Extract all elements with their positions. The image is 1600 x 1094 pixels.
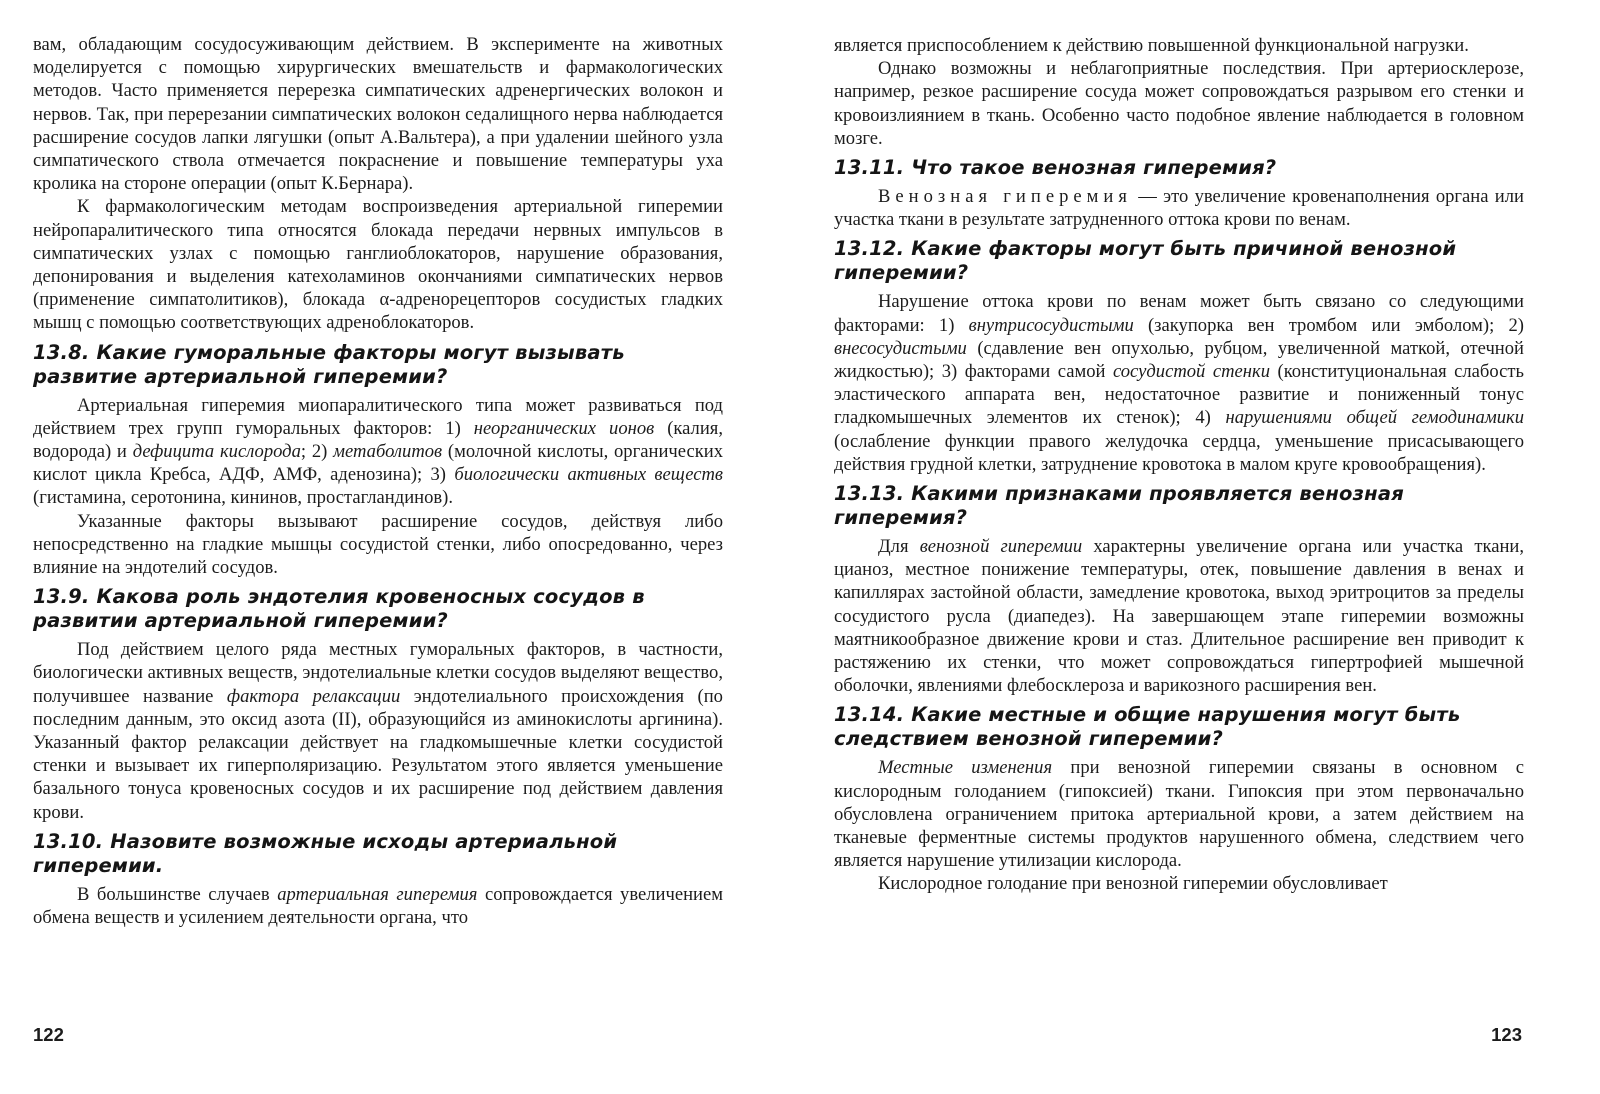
paragraph (834, 34, 1524, 57)
section-heading: 13.8. Какие гуморальные факторы могут вызывать развитие артериальной гиперемии? (33, 340, 625, 388)
italic-term: артериальная гиперемия (277, 883, 478, 905)
paragraph (33, 33, 723, 195)
text-run: вам, обладающим сосудосуживающим действием. В эксперименте на животных моделируется с помощью хирургических вмешательств и фармакологических методов. Часто применяется перерезка симпатических адренергических волокон и нервов. Так, при перерезании симпатических волокон седалищного нерва наблюдается расширение сосудов лапки лягушки (опыт А.Вальтера), а при удалении шейного узла симпатического ствола отмечается покраснение и повышение температуры уха кролика на стороне операции (опыт К.Бернара). (33, 34, 723, 195)
left-page-number: 122 (33, 1024, 64, 1045)
text-run: (конституциональная слабость эластического аппарата вен, недостаточное развитие и пониженный тонус гладкомышечных элементов их стенок); 4) (834, 361, 1524, 429)
italic-term: неорганических ионов (473, 417, 655, 439)
text-run: (сдавление вен опухолью, рубцом, увеличенной маткой, отечной жидкостью); 3) факторами самой (834, 337, 1524, 383)
paragraph (834, 185, 1524, 231)
text-run: (гистамина, серотонина, кининов, простагландинов). (33, 487, 454, 509)
text-run: при венозной гиперемии связаны в основном с кислородным голоданием (гипоксией) ткани. Гипоксия при этом первоначально обусловлена ограничением притока артериальной крови, а затем действием на тканевые ферментные системы продуктов нарушенного обмена, следствием чего является нарушение утилизации кислорода. (834, 757, 1525, 872)
italic-term: венозной гиперемии (919, 536, 1083, 558)
text-run: (закупорка вен тромбом или эмболом); 2) (1133, 314, 1524, 336)
section-heading: 13.14. Какие местные и общие нарушения могут быть следствием венозной гиперемии? (834, 703, 1461, 751)
text-run: (молочной кислоты, органических кислот цикла Кребса, АДФ, АМФ, аденозина); 3) (33, 441, 723, 486)
text-run: — это увеличение кровенаполнения органа или участка ткани в результате затрудненного оттока крови по венам. (834, 186, 1524, 231)
text-run: Однако возможны и неблагоприятные последствия. При артериосклерозе, например, резкое расширение сосуда может сопровождаться разрывом его стенки и кровоизлиянием в ткань. Особенно часто подобное явление наблюдается в головном мозге. (834, 58, 1524, 149)
italic-term: метаболитов (333, 441, 443, 463)
paragraph (33, 638, 723, 824)
left-page-text (33, 33, 723, 929)
spaced-term: Венозная гиперемия (878, 186, 1132, 208)
italic-term: биологически активных веществ (454, 464, 723, 486)
text-run: (калия, водорода) и (33, 417, 723, 463)
italic-term: сосудистой стенки (1112, 361, 1271, 383)
paragraph (33, 195, 723, 334)
text-run: сопровождается увеличением обмена веществ и усилением деятельности органа, что (33, 883, 724, 929)
section-heading: 13.9. Какова роль эндотелия кровеносных сосудов в развитии артериальной гиперемии? (33, 585, 645, 633)
italic-term: внутрисосудистыми (968, 314, 1134, 336)
paragraph (834, 756, 1524, 872)
text-run: характерны увеличение органа или участка ткани, цианоз, местное понижение температуры, отек, повышение давления в венах и капиллярах застойной области, замедление кровотока, выход эритроцитов за пределы сосудистого русла (диапедез). На завершающем этапе гиперемии возможны маятникообразное движение крови и стаз. Длительное расширение вен приводит к растяжению их стенки, что может сопровождаться гипертрофией мышечной оболочки, явлениями флебосклероза и варикозного расширения вен. (834, 536, 1524, 697)
paragraph (33, 510, 723, 580)
italic-term: фактора релаксации (226, 685, 401, 707)
paragraph (33, 394, 723, 510)
text-run: является приспособлением к действию повышенной функциональной нагрузки. (834, 35, 1469, 56)
text-run: Кислородное голодание при венозной гиперемии обусловливает (878, 873, 1388, 895)
text-run: эндотелиального происхождения (по последним данным, это оксид азота (II), образующийся из аминокислоты аргинина). Указанный фактор релаксации действует на гладкомышечные клетки сосудистой стенки и вызывает их гиперполяризацию. Результатом этого является уменьшение базального тонуса кровеносных сосудов и их расширение под действием давления крови. (33, 685, 723, 823)
text-run: Артериальная гиперемия миопаралитического типа может развиваться под действием трех групп гуморальных факторов: 1) (33, 394, 723, 439)
right-page (800, 0, 1600, 1094)
paragraph (33, 883, 723, 929)
text-run: К фармакологическим методам воспроизведения артериальной гиперемии нейропаралитического типа относятся блокада передачи нервных импульсов в симпатических узлах с помощью ганглиоблокаторов, нарушение образования, депонирования и выделения катехоламинов окончаниями симпатических нервов (применение симпатолитиков), блокада α-адренорецепторов сосудистых гладких мышц с помощью соответствующих адреноблокаторов. (33, 196, 723, 334)
paragraph (834, 57, 1524, 150)
text-run: Под действием целого ряда местных гуморальных факторов, в частности, биологически активных веществ, эндотелиальные клетки сосудов выделяют вещество, получившее название (33, 639, 723, 707)
text-run: ; 2) (300, 441, 334, 463)
section-heading: 13.12. Какие факторы могут быть причиной венозной гиперемии? (834, 237, 1457, 285)
right-page-number: 123 (1491, 1024, 1522, 1045)
section-heading: 13.11. Что такое венозная гиперемия? (834, 156, 1277, 180)
italic-term: Местные изменения (878, 757, 1053, 779)
right-page-text (834, 34, 1524, 896)
text-run: Нарушение оттока крови по венам может быть связано со следующими факторами: 1) (834, 291, 1524, 336)
text-run: Для (878, 536, 920, 558)
section-heading: 13.13. Какими признаками проявляется венозная гиперемия? (834, 482, 1404, 530)
paragraph (834, 535, 1524, 697)
section-heading: 13.10. Назовите возможные исходы артериальной гиперемии. (33, 829, 618, 877)
italic-term: дефицита кислорода (132, 441, 301, 463)
italic-term: внесосудистыми (834, 337, 967, 359)
paragraph (834, 290, 1524, 476)
text-run: В большинстве случаев (77, 883, 278, 905)
text-run: (ослабление функции правого желудочка сердца, уменьшение присасывающего действия грудной клетки, затруднение кровотока в малом круге кровообращения). (834, 430, 1524, 475)
paragraph (834, 872, 1524, 895)
italic-term: нарушениями общей гемодинамики (1225, 407, 1525, 429)
text-run: Указанные факторы вызывают расширение сосудов, действуя либо непосредственно на гладкие мышцы сосудистой стенки, либо опосредованно, через влияние на эндотелий сосудов. (33, 510, 723, 579)
